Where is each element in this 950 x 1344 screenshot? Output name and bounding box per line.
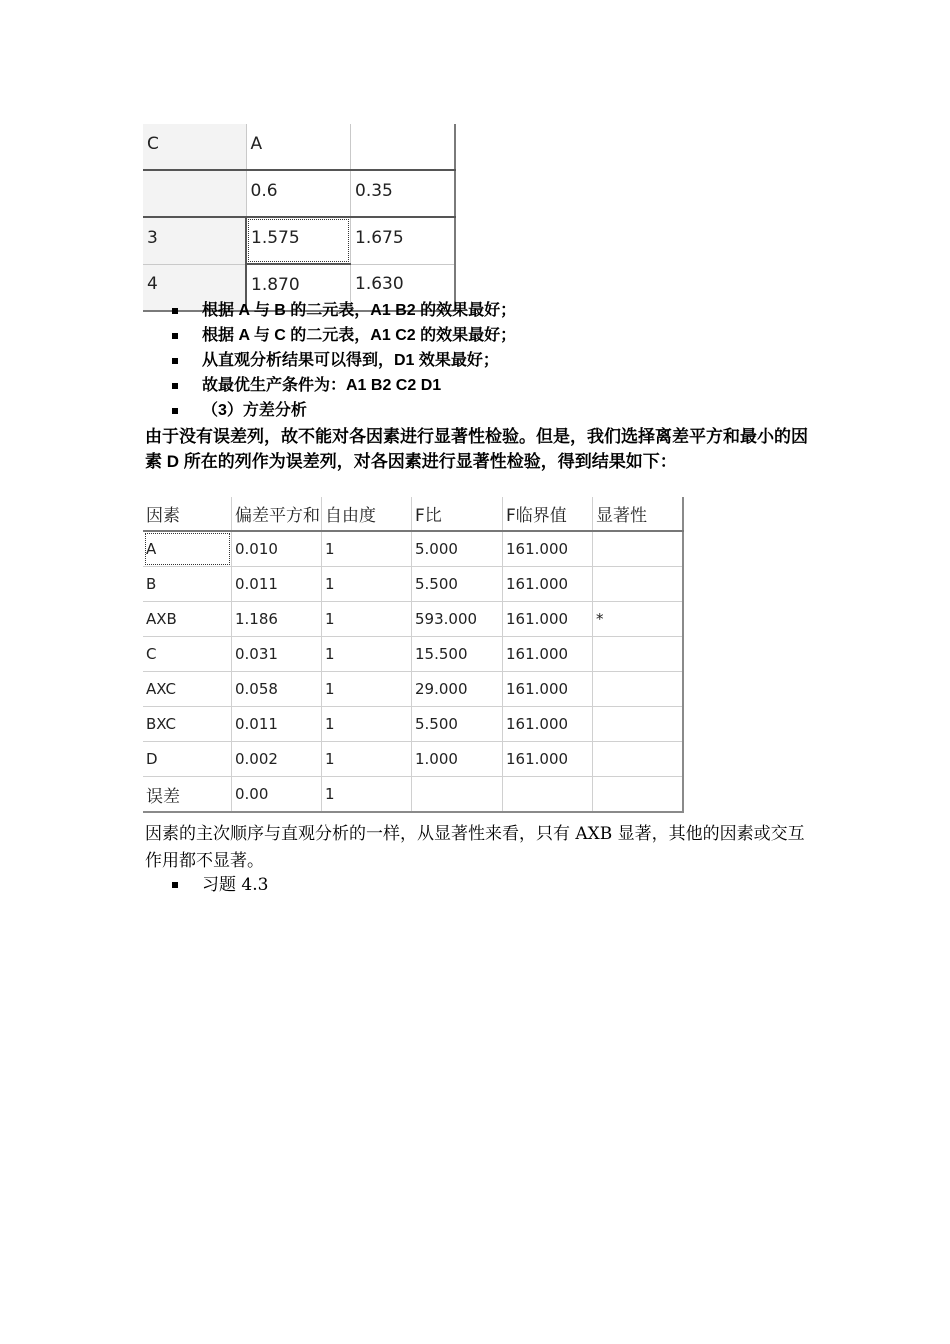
table-cell <box>593 707 684 742</box>
list-item: 根据 A 与 C 的二元表，A1 C2 的效果最好； <box>172 323 516 348</box>
table-cell: 161.000 <box>503 707 593 742</box>
table-cell: 1 <box>322 742 412 777</box>
table-cell: 161.000 <box>503 567 593 602</box>
bullet-square-icon <box>172 882 178 888</box>
table-cell: 误差 <box>143 777 232 813</box>
table-cell: 1.575 <box>246 217 351 264</box>
table-cell: 0.6 <box>246 170 351 217</box>
table-row <box>143 672 683 707</box>
table-cell: 29.000 <box>412 672 503 707</box>
table-row <box>143 170 455 217</box>
table-cell: 0.010 <box>232 531 322 567</box>
table-cell: 5.000 <box>412 531 503 567</box>
table-cell: 0.35 <box>351 170 456 217</box>
table-cell: 161.000 <box>503 742 593 777</box>
table-cell: 161.000 <box>503 602 593 637</box>
anova-table <box>143 497 684 813</box>
table-cell: 3 <box>143 217 246 264</box>
table-cell: 161.000 <box>503 637 593 672</box>
bullet-square-icon <box>172 333 178 339</box>
table-cell: 0.058 <box>232 672 322 707</box>
table-row <box>143 637 683 672</box>
table-cell: C <box>143 124 246 170</box>
table-row <box>143 742 683 777</box>
table-cell: 1 <box>322 672 412 707</box>
bullet-square-icon <box>172 308 178 314</box>
table-cell: 1.675 <box>351 217 456 264</box>
table-cell: 4 <box>143 264 246 311</box>
table-cell: 0.00 <box>232 777 322 813</box>
table-cell: 1.870 <box>246 264 351 311</box>
conclusion-paragraph: 因素的主次顺序与直观分析的一样，从显著性来看，只有 AXB 显著，其他的因素或交互作用都不显著。 <box>145 824 805 871</box>
table-row <box>143 531 683 567</box>
table-header-row <box>143 497 683 531</box>
table-cell: 1 <box>322 637 412 672</box>
table-cell: B <box>143 567 232 602</box>
table-cell <box>593 567 684 602</box>
bullet-square-icon <box>172 408 178 414</box>
column-header: 偏差平方和 <box>232 497 322 531</box>
table-row <box>143 777 683 813</box>
column-header: 自由度 <box>322 497 412 531</box>
column-header: F临界值 <box>503 497 593 531</box>
table-cell: 1.630 <box>351 264 456 311</box>
table-cell: 161.000 <box>503 531 593 567</box>
table-cell: 0.002 <box>232 742 322 777</box>
table-cell: 1 <box>322 531 412 567</box>
table-cell <box>593 742 684 777</box>
two-way-table <box>143 124 456 312</box>
list-item: （3）方差分析 <box>172 398 516 423</box>
list-item: 故最优生产条件为：A1 B2 C2 D1 <box>172 373 516 398</box>
table-row <box>143 602 683 637</box>
table-cell: 0.011 <box>232 707 322 742</box>
conclusion-list <box>172 298 516 423</box>
table-cell: 0.011 <box>232 567 322 602</box>
table-cell: 1 <box>322 707 412 742</box>
table-cell: 1.186 <box>232 602 322 637</box>
column-header: F比 <box>412 497 503 531</box>
table-cell: A <box>143 531 232 567</box>
table-cell: * <box>593 602 684 637</box>
exercise-list <box>172 872 268 898</box>
list-item: 习题 4.3 <box>172 872 268 898</box>
table-row <box>143 217 455 264</box>
table-cell: 593.000 <box>412 602 503 637</box>
list-item: 从直观分析结果可以得到，D1 效果最好； <box>172 348 516 373</box>
table-cell <box>503 777 593 813</box>
table-cell: 1 <box>322 602 412 637</box>
table-cell <box>593 531 684 567</box>
table-cell: AXB <box>143 602 232 637</box>
table-cell: AXC <box>143 672 232 707</box>
table-cell: 161.000 <box>503 672 593 707</box>
analysis-paragraph: 由于没有误差列，故不能对各因素进行显著性检验。但是，我们选择离差平方和最小的因素 D 所在的列作为误差列，对各因素进行显著性检验，得到结果如下： <box>145 427 808 471</box>
table-row <box>143 567 683 602</box>
table-cell <box>593 672 684 707</box>
table-row <box>143 707 683 742</box>
list-item: 根据 A 与 B 的二元表，A1 B2 的效果最好； <box>172 298 516 323</box>
column-header: 显著性 <box>593 497 684 531</box>
bullet-square-icon <box>172 383 178 389</box>
table-cell: 0.031 <box>232 637 322 672</box>
table-cell <box>351 124 456 170</box>
table-cell: 1 <box>322 777 412 813</box>
column-header: 因素 <box>143 497 232 531</box>
table-cell: A <box>246 124 351 170</box>
table-cell: BXC <box>143 707 232 742</box>
table-cell <box>593 637 684 672</box>
table-cell: 5.500 <box>412 707 503 742</box>
table-cell <box>412 777 503 813</box>
table-cell: 1 <box>322 567 412 602</box>
table-cell: 1.000 <box>412 742 503 777</box>
table-cell <box>143 170 246 217</box>
table-cell: 5.500 <box>412 567 503 602</box>
table-cell: D <box>143 742 232 777</box>
table-cell: C <box>143 637 232 672</box>
table-cell <box>593 777 684 813</box>
table-row <box>143 124 455 170</box>
bullet-square-icon <box>172 358 178 364</box>
table-cell: 15.500 <box>412 637 503 672</box>
